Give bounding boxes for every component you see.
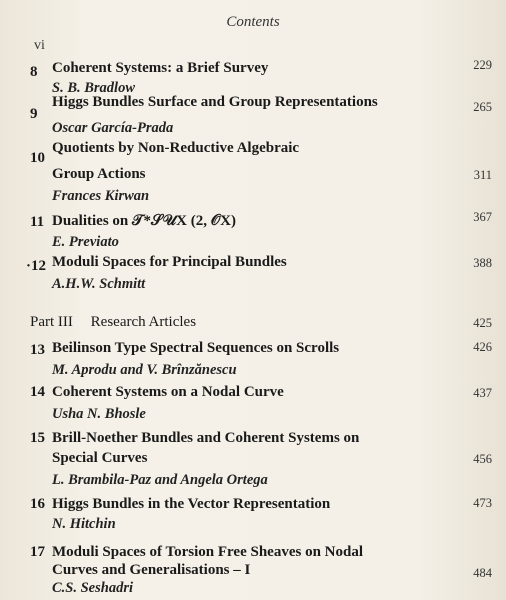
chapter-title: Quotients by Non-Reductive Algebraic xyxy=(52,140,300,156)
page-ref: 229 xyxy=(473,58,492,72)
chapter-number: 9 xyxy=(30,106,38,122)
page-ref: 437 xyxy=(473,386,492,400)
part-label: Part III xyxy=(30,314,73,330)
chapter-author: E. Previato xyxy=(52,234,119,250)
chapter-author: N. Hitchin xyxy=(52,516,116,532)
chapter-title: Dualities on 𝒯*𝒮𝒰X (2, 𝒪X) xyxy=(52,213,236,229)
chapter-author: M. Aprodu and V. Brînzănescu xyxy=(52,362,237,378)
page-ref: 426 xyxy=(473,340,492,354)
chapter-title-line2: Special Curves xyxy=(52,450,148,466)
chapter-author: Frances Kirwan xyxy=(52,188,150,204)
chapter-number: 8 xyxy=(30,64,38,80)
page-ref: 265 xyxy=(473,100,492,114)
chapter-number: 15 xyxy=(30,430,45,446)
chapter-author: Oscar García-Prada xyxy=(52,120,174,136)
chapter-author: Usha N. Bhosle xyxy=(52,406,146,422)
chapter-number: 11 xyxy=(30,214,45,230)
part-label-row xyxy=(30,314,196,331)
chapter-author: A.H.W. Schmitt xyxy=(52,276,146,292)
chapter-number: 10 xyxy=(30,150,45,166)
chapter-number: 13 xyxy=(30,342,45,358)
chapter-title-line2: Group Actions xyxy=(52,166,146,182)
chapter-number: 16 xyxy=(30,496,45,512)
chapter-title: Brill-Noether Bundles and Coherent Systems on xyxy=(52,430,360,446)
page-ref: 388 xyxy=(473,256,492,270)
page-ref: 425 xyxy=(473,316,492,330)
chapter-title-line2: Curves and Generalisations – I xyxy=(52,562,251,578)
chapter-title: Coherent Systems on a Nodal Curve xyxy=(52,384,284,400)
page-ref: 311 xyxy=(473,168,492,182)
chapter-number: 14 xyxy=(30,384,45,400)
running-header: Contents xyxy=(226,14,280,30)
page-number: vi xyxy=(34,38,45,53)
chapter-title: Moduli Spaces for Principal Bundles xyxy=(52,254,287,270)
chapter-title: Higgs Bundles Surface and Group Representations xyxy=(52,94,378,110)
chapter-title: Moduli Spaces of Torsion Free Sheaves on Nodal xyxy=(52,544,364,560)
part-title: Research Articles xyxy=(90,314,197,330)
page-ref: 367 xyxy=(473,210,492,224)
chapter-number: ·12 xyxy=(26,258,47,274)
page-ref: 473 xyxy=(473,496,492,510)
chapter-author: L. Brambila-Paz and Angela Ortega xyxy=(52,472,268,488)
chapter-number: 17 xyxy=(30,544,45,560)
chapter-title: Beilinson Type Spectral Sequences on Scrolls xyxy=(52,340,340,356)
chapter-title: Higgs Bundles in the Vector Representation xyxy=(52,496,331,512)
chapter-title: Coherent Systems: a Brief Survey xyxy=(52,60,269,76)
chapter-author: C.S. Seshadri xyxy=(52,580,133,596)
page-ref: 456 xyxy=(473,452,492,466)
page-ref: 484 xyxy=(473,566,492,580)
chapter-author: S. B. Bradlow xyxy=(52,80,135,96)
